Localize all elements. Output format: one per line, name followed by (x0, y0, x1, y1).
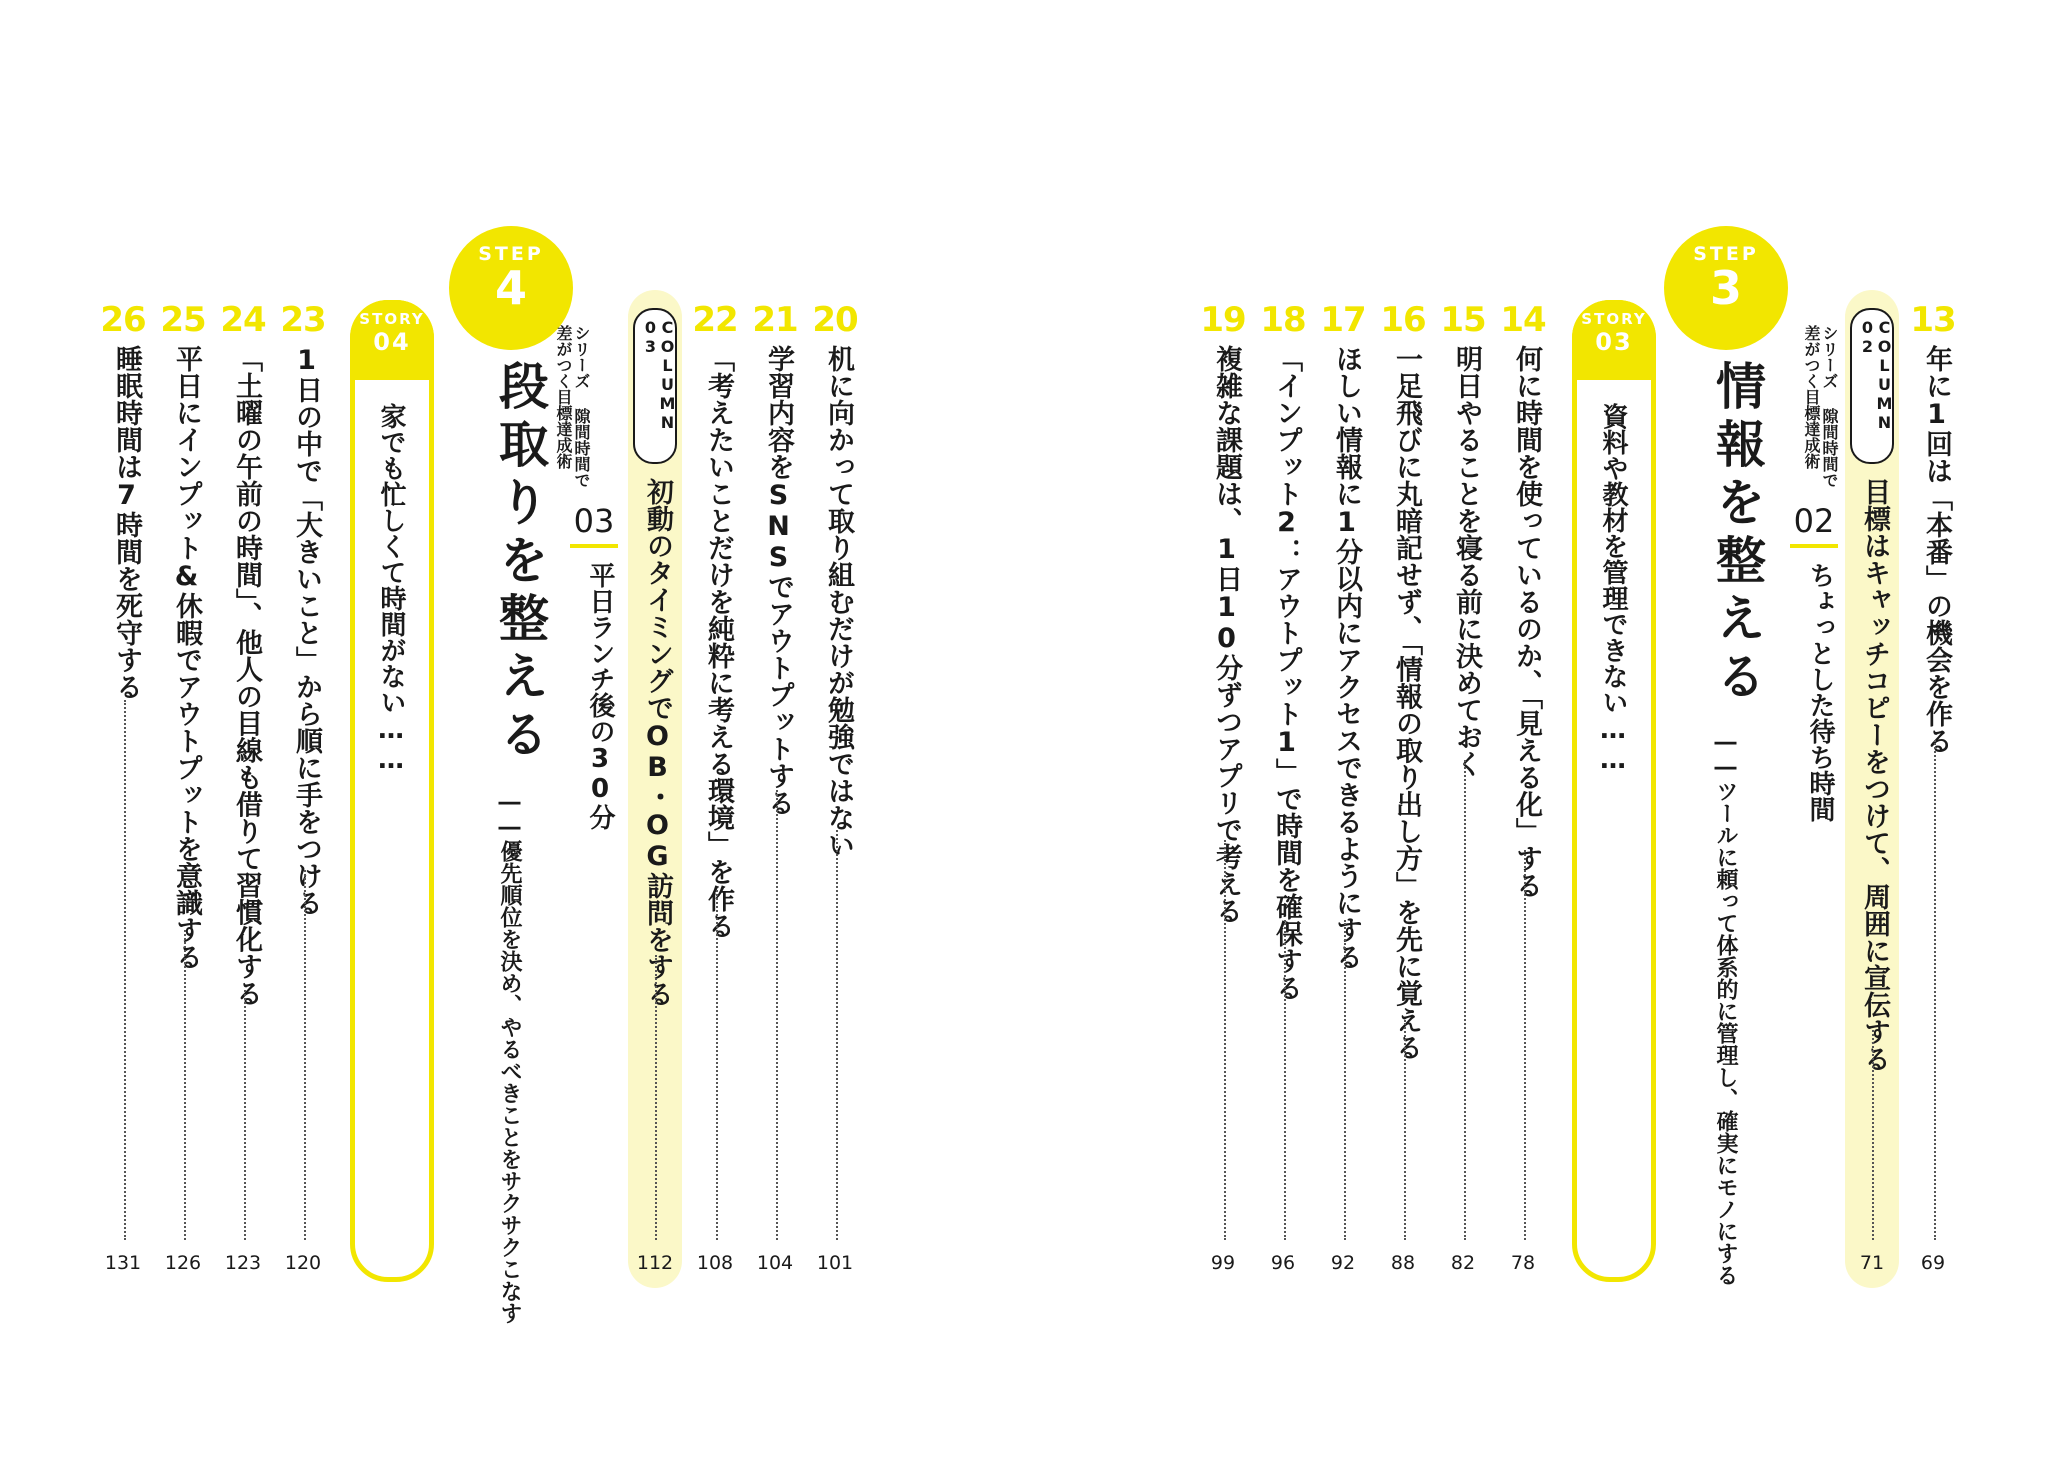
entry-title: 1日の中で「大きいこと」から順に手をつける (291, 345, 322, 916)
entry-number: 22 (692, 300, 738, 340)
page-number: 104 (756, 1252, 794, 1274)
entry-number: 18 (1260, 300, 1306, 340)
entry-number: 25 (160, 300, 206, 340)
leader-dots (776, 790, 778, 1240)
series-line-1: シリーズ (572, 325, 591, 389)
entry-title: 机に向かって取り組むだけが勉強ではない (823, 345, 854, 858)
entry-title: 何に時間を使っているのか、「見える化」する (1511, 345, 1542, 899)
entry-number: 16 (1380, 300, 1426, 340)
entry-title: 一足飛びに丸暗記せず、「情報の取り出し方」を先に覚える (1391, 345, 1422, 1061)
leader-dots (1344, 920, 1346, 1240)
step-subtitle: ――優先順位を決め、やるべきことをサクサクこなす (497, 790, 522, 1324)
story-title: 家でも忙しくて時間がない…… (376, 403, 406, 775)
entry-number: 21 (752, 300, 798, 340)
series-line-1: シリーズ (1820, 325, 1839, 389)
entry-number: 17 (1320, 300, 1366, 340)
column-number-underline (570, 544, 618, 548)
leader-dots (244, 990, 246, 1240)
series-line-3: 差がつく目標達成術 (554, 325, 573, 469)
page-number: 92 (1330, 1252, 1356, 1274)
leader-dots (184, 930, 186, 1240)
column-pill (633, 308, 677, 464)
step-label: STEP (478, 243, 544, 265)
page-number: 78 (1510, 1252, 1536, 1274)
column-series (1820, 325, 1838, 488)
column-number: 02 (1793, 502, 1835, 540)
story-box (1572, 300, 1656, 1282)
column-subtitle: 平日ランチ後の30分 (585, 562, 615, 830)
leader-dots (716, 890, 718, 1240)
page-number: 71 (1859, 1252, 1885, 1274)
step-number: 4 (494, 261, 527, 315)
entry-title: 年に1回は「本番」の機会を作る (1921, 345, 1952, 754)
series-line-3: 差がつく目標達成術 (1802, 325, 1821, 469)
column-pill (1850, 308, 1894, 464)
entry-title: 「土曜の午前の時間」、他人の目線も借りて習慣化する (231, 345, 262, 1007)
column-number-underline (1790, 544, 1838, 548)
entry-number: 23 (280, 300, 326, 340)
entry-number: 26 (100, 300, 146, 340)
story-label: STORY (1581, 310, 1647, 328)
entry-number: 13 (1910, 300, 1956, 340)
column-series (572, 325, 590, 488)
story-box (350, 300, 434, 1282)
page-number: 82 (1450, 1252, 1476, 1274)
leader-dots (304, 870, 306, 1240)
leader-dots (655, 955, 657, 1240)
story-header (350, 300, 434, 380)
page-number: 88 (1390, 1252, 1416, 1274)
column-subtitle: ちょっとした待ち時間 (1805, 562, 1835, 822)
leader-dots (1934, 740, 1936, 1240)
story-header (1572, 300, 1656, 380)
step-label: STEP (1693, 243, 1759, 265)
entry-title: 睡眠時間は7時間を死守する (111, 345, 142, 700)
page-number: 112 (636, 1252, 674, 1274)
leader-dots (1284, 920, 1286, 1240)
entry-number: 19 (1200, 300, 1246, 340)
step-title: 段取りを整える (491, 360, 549, 766)
page-number: 131 (104, 1252, 142, 1274)
column-series-2 (1802, 325, 1820, 469)
step-number: 3 (1709, 261, 1742, 315)
story-number: 04 (373, 328, 411, 356)
page-number: 126 (164, 1252, 202, 1274)
entry-title: ほしい情報に1分以内にアクセスできるようにする (1331, 345, 1362, 970)
entry-number: 24 (220, 300, 266, 340)
entry-title: 複雑な課題は、1日10分ずつアプリで考える (1211, 345, 1242, 924)
entry-title: 明日やることを寝る前に決めておく (1451, 345, 1482, 777)
page-number: 96 (1270, 1252, 1296, 1274)
column-series-2 (554, 325, 572, 469)
page-number: 108 (696, 1252, 734, 1274)
step-badge (1664, 226, 1788, 350)
leader-dots (836, 830, 838, 1240)
step-subtitle: ――ツールに頼って体系的に管理し、確実にモノにする (1713, 730, 1738, 1286)
entry-title: 「考えたいことだけを純粋に考える環境」を作る (703, 345, 734, 939)
series-line-2: 隙間時間で (1820, 408, 1839, 488)
story-number: 03 (1595, 328, 1633, 356)
story-title: 資料や教材を管理できない…… (1598, 403, 1628, 775)
entry-title: 目標はキャッチコピーをつけて、周囲に宣伝する (1859, 478, 1890, 1072)
story-label: STORY (359, 310, 425, 328)
entry-title: 初動のタイミングでOB・OG訪問をする (642, 478, 673, 1007)
leader-dots (1224, 840, 1226, 1240)
page-number: 99 (1210, 1252, 1236, 1274)
leader-dots (124, 700, 126, 1240)
entry-number: 14 (1500, 300, 1546, 340)
page-number: 101 (816, 1252, 854, 1274)
column-pill-label: COLUMN 02 (1858, 318, 1894, 432)
entry-title: 平日にインプット&休暇でアウトプットを意識する (171, 345, 202, 970)
entry-title: 「インプット2：アウトプット1」で時間を確保する (1271, 345, 1302, 1001)
entry-number: 20 (812, 300, 858, 340)
page-number: 69 (1920, 1252, 1946, 1274)
series-line-2: 隙間時間で (572, 408, 591, 488)
entry-number: 15 (1440, 300, 1486, 340)
entry-title: 学習内容をSNSでアウトプットする (763, 345, 794, 816)
leader-dots (1872, 1030, 1874, 1240)
step-title: 情報を整える (1708, 360, 1766, 708)
column-pill-label: COLUMN 03 (641, 318, 677, 432)
leader-dots (1524, 850, 1526, 1240)
page-number: 120 (284, 1252, 322, 1274)
leader-dots (1464, 760, 1466, 1240)
leader-dots (1404, 1020, 1406, 1240)
column-number: 03 (573, 502, 615, 540)
page-number: 123 (224, 1252, 262, 1274)
